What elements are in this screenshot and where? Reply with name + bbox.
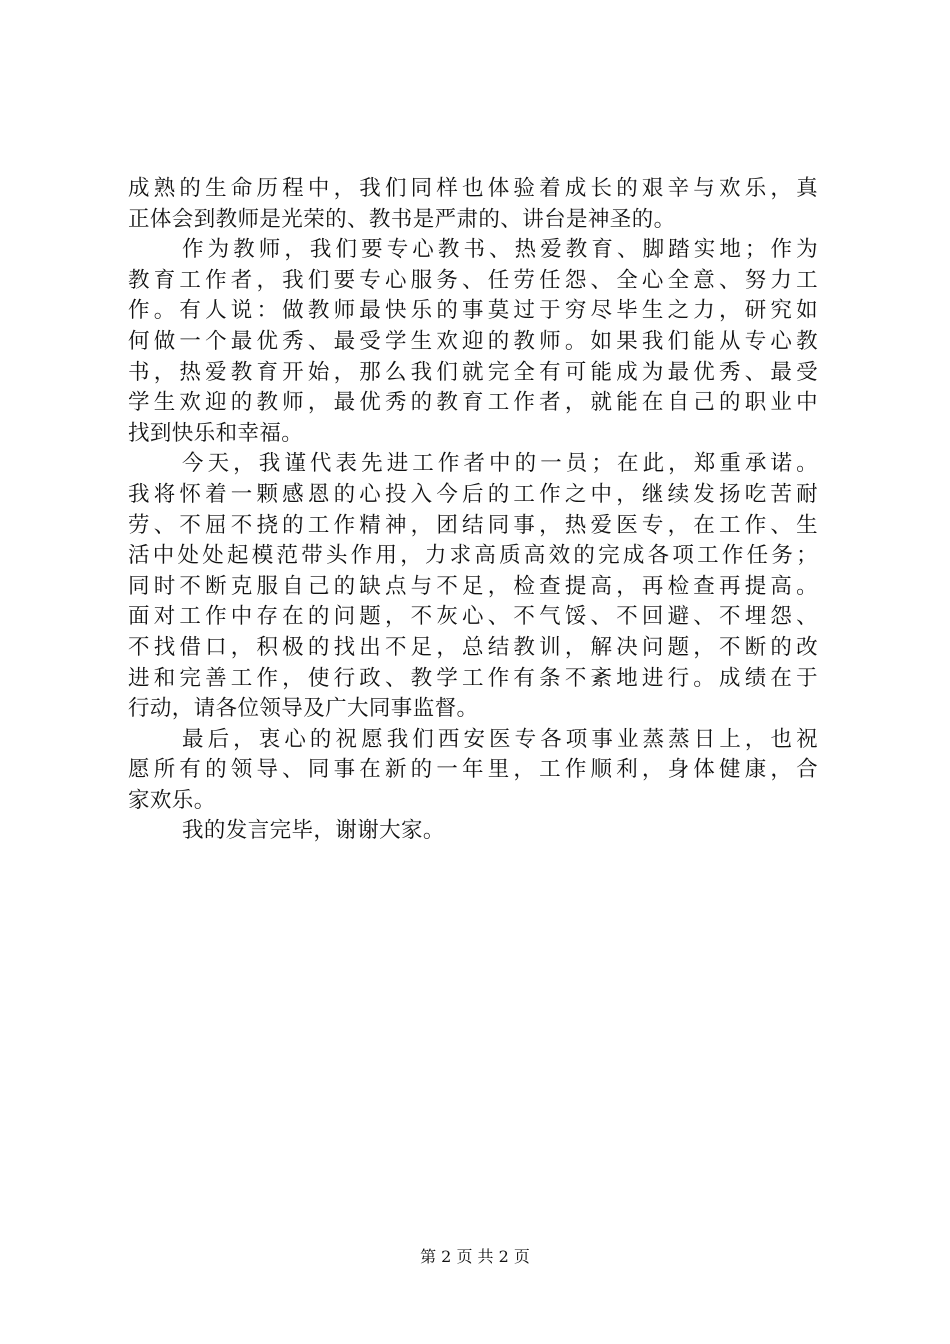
text-line: 教育工作者，我们要专心服务、任劳任怨、全心全意、努力工 <box>128 267 818 293</box>
text-line: 同时不断克服自己的缺点与不足，检查提高，再检查再提高。 <box>128 573 818 599</box>
text-line: 今天，我谨代表先进工作者中的一员；在此，郑重承诺。 <box>182 451 818 477</box>
text-line: 行动，请各位领导及广大同事监督。 <box>128 696 479 722</box>
text-line: 成熟的生命历程中，我们同样也体验着成长的艰辛与欢乐，真 <box>128 176 818 201</box>
text-line: 正体会到教师是光荣的、教书是严肃的、讲台是神圣的。 <box>128 206 676 232</box>
text-line: 进和完善工作，使行政、教学工作有条不紊地进行。成绩在于 <box>128 665 818 691</box>
text-line: 作。有人说：做教师最快乐的事莫过于穷尽毕生之力，研究如 <box>128 298 818 324</box>
text-line: 我的发言完毕，谢谢大家。 <box>182 818 445 844</box>
text-line: 我将怀着一颗感恩的心投入今后的工作之中，继续发扬吃苦耐 <box>128 481 818 507</box>
text-line: 书，热爱教育开始，那么我们就完全有可能成为最优秀、最受 <box>128 359 818 385</box>
text-line: 找到快乐和幸福。 <box>128 420 304 446</box>
text-line: 不找借口，积极的找出不足，总结教训，解决问题，不断的改 <box>128 634 818 660</box>
page-footer: 第 2 页 共 2 页 <box>420 1247 530 1266</box>
document-body <box>128 174 818 847</box>
text-line: 面对工作中存在的问题，不灰心、不气馁、不回避、不埋怨、 <box>128 604 818 630</box>
text-line: 劳、不屈不挠的工作精神，团结同事，热爱医专，在工作、生 <box>128 512 818 538</box>
text-line: 家欢乐。 <box>128 787 216 813</box>
text-line: 愿所有的领导、同事在新的一年里，工作顺利，身体健康，合 <box>128 757 818 783</box>
text-line: 学生欢迎的教师，最优秀的教育工作者，就能在自己的职业中 <box>128 390 818 416</box>
text-line: 作为教师，我们要专心教书、热爱教育、脚踏实地；作为 <box>182 237 818 263</box>
text-line: 活中处处起模范带头作用，力求高质高效的完成各项工作任务； <box>128 543 818 569</box>
text-line: 何做一个最优秀、最受学生欢迎的教师。如果我们能从专心教 <box>128 328 818 354</box>
text-line: 最后，衷心的祝愿我们西安医专各项事业蒸蒸日上，也祝 <box>182 726 818 752</box>
